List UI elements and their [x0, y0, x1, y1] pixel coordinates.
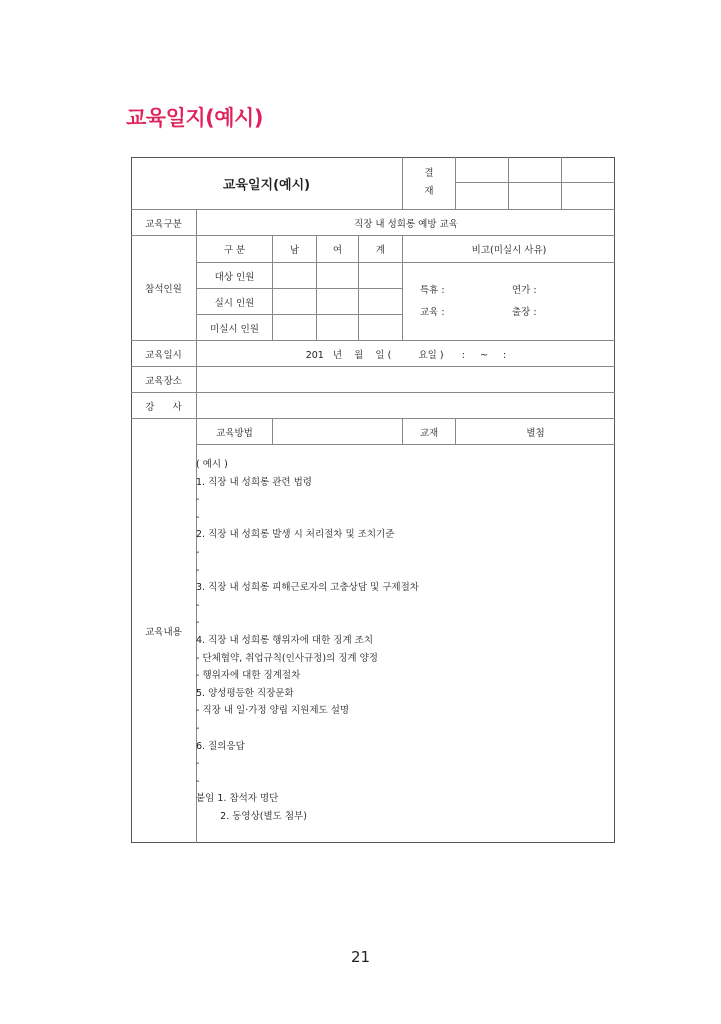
approval-box-3-top[interactable] [561, 157, 615, 183]
approval-box-2-top[interactable] [508, 157, 561, 183]
content-line: - [196, 546, 200, 558]
row-target: 대상 인원 [196, 262, 272, 288]
note-annual-leave: 연가 : [512, 285, 537, 296]
approval-box-1-top[interactable] [455, 157, 508, 183]
approval-box-1-bottom[interactable] [455, 183, 508, 209]
table-title: 교육일지(예시) [222, 177, 311, 193]
content-line: - [196, 722, 200, 734]
approval-box-2-bottom[interactable] [508, 183, 561, 209]
content-line: - 단체협약, 취업규칙(인사규정)의 징계 양정 [196, 652, 378, 664]
note-training: 교육 : [420, 307, 445, 318]
col-division: 구 분 [196, 235, 272, 262]
content-label: 교육내용 [131, 418, 196, 843]
row-not-done: 미실시 인원 [196, 314, 272, 340]
actual-female[interactable] [316, 288, 358, 314]
content-line: - [196, 564, 200, 576]
date-value[interactable]: 201 년 월 일 ( 요일 ) : ~ : [196, 340, 615, 366]
page-number: 21 [350, 948, 371, 966]
content-line: - [196, 617, 200, 629]
content-line: - [196, 511, 200, 523]
page-heading: 교육일지(예시) [126, 106, 263, 130]
approval-label-bottom: 재 [424, 186, 434, 197]
not-done-female[interactable] [316, 314, 358, 340]
method-label: 교육방법 [196, 418, 272, 444]
instructor-label: 강 사 [131, 392, 196, 418]
note-area[interactable] [402, 262, 615, 340]
instructor-value[interactable] [196, 392, 615, 418]
place-value[interactable] [196, 366, 615, 392]
content-line: 6. 질의응답 [196, 740, 245, 752]
row-actual: 실시 인원 [196, 288, 272, 314]
attendees-label: 참석인원 [131, 235, 196, 340]
note-business-trip: 출장 : [512, 307, 537, 318]
material-value[interactable]: 별첨 [455, 418, 615, 444]
col-note: 비고(미실시 사유) [402, 235, 615, 262]
method-value[interactable] [272, 418, 402, 444]
target-female[interactable] [316, 262, 358, 288]
date-label: 교육일시 [131, 340, 196, 366]
category-label: 교육구분 [131, 209, 196, 235]
content-line: ( 예시 ) [196, 459, 228, 470]
col-female: 여 [316, 235, 358, 262]
approval-label [402, 157, 455, 209]
content-line: - [196, 758, 200, 770]
target-male[interactable] [272, 262, 316, 288]
approval-label-top: 결 [424, 168, 434, 179]
col-total: 계 [358, 235, 402, 262]
col-male: 남 [272, 235, 316, 262]
actual-total[interactable] [358, 288, 402, 314]
target-total[interactable] [358, 262, 402, 288]
content-line: - 행위자에 대한 징계절차 [196, 670, 301, 682]
content-line: 붙임 1. 참석자 명단 [196, 793, 279, 805]
not-done-total[interactable] [358, 314, 402, 340]
content-line: 2. 동영상(별도 첨부) [196, 810, 307, 822]
category-value[interactable]: 직장 내 성희롱 예방 교육 [196, 209, 615, 235]
content-line: 1. 직장 내 성희롱 관련 법령 [196, 476, 312, 488]
content-lines [196, 456, 606, 825]
approval-box-3-bottom[interactable] [561, 183, 615, 209]
material-label: 교재 [402, 418, 455, 444]
content-line: - [196, 775, 200, 787]
content-line: 2. 직장 내 성희롱 발생 시 처리절차 및 조치기준 [196, 529, 395, 541]
content-line: 5. 양성평등한 직장문화 [196, 687, 294, 699]
actual-male[interactable] [272, 288, 316, 314]
content-line: - [196, 494, 200, 506]
content-line: - 직장 내 일·가정 양립 지원제도 설명 [196, 705, 350, 717]
not-done-male[interactable] [272, 314, 316, 340]
content-line: 4. 직장 내 성희롱 행위자에 대한 징계 조치 [196, 634, 374, 646]
content-line: - [196, 599, 200, 611]
content-line: 3. 직장 내 성희롱 피해근로자의 고충상담 및 구제절차 [196, 582, 419, 594]
note-special-leave: 특휴 : [420, 285, 445, 296]
place-label: 교육장소 [131, 366, 196, 392]
